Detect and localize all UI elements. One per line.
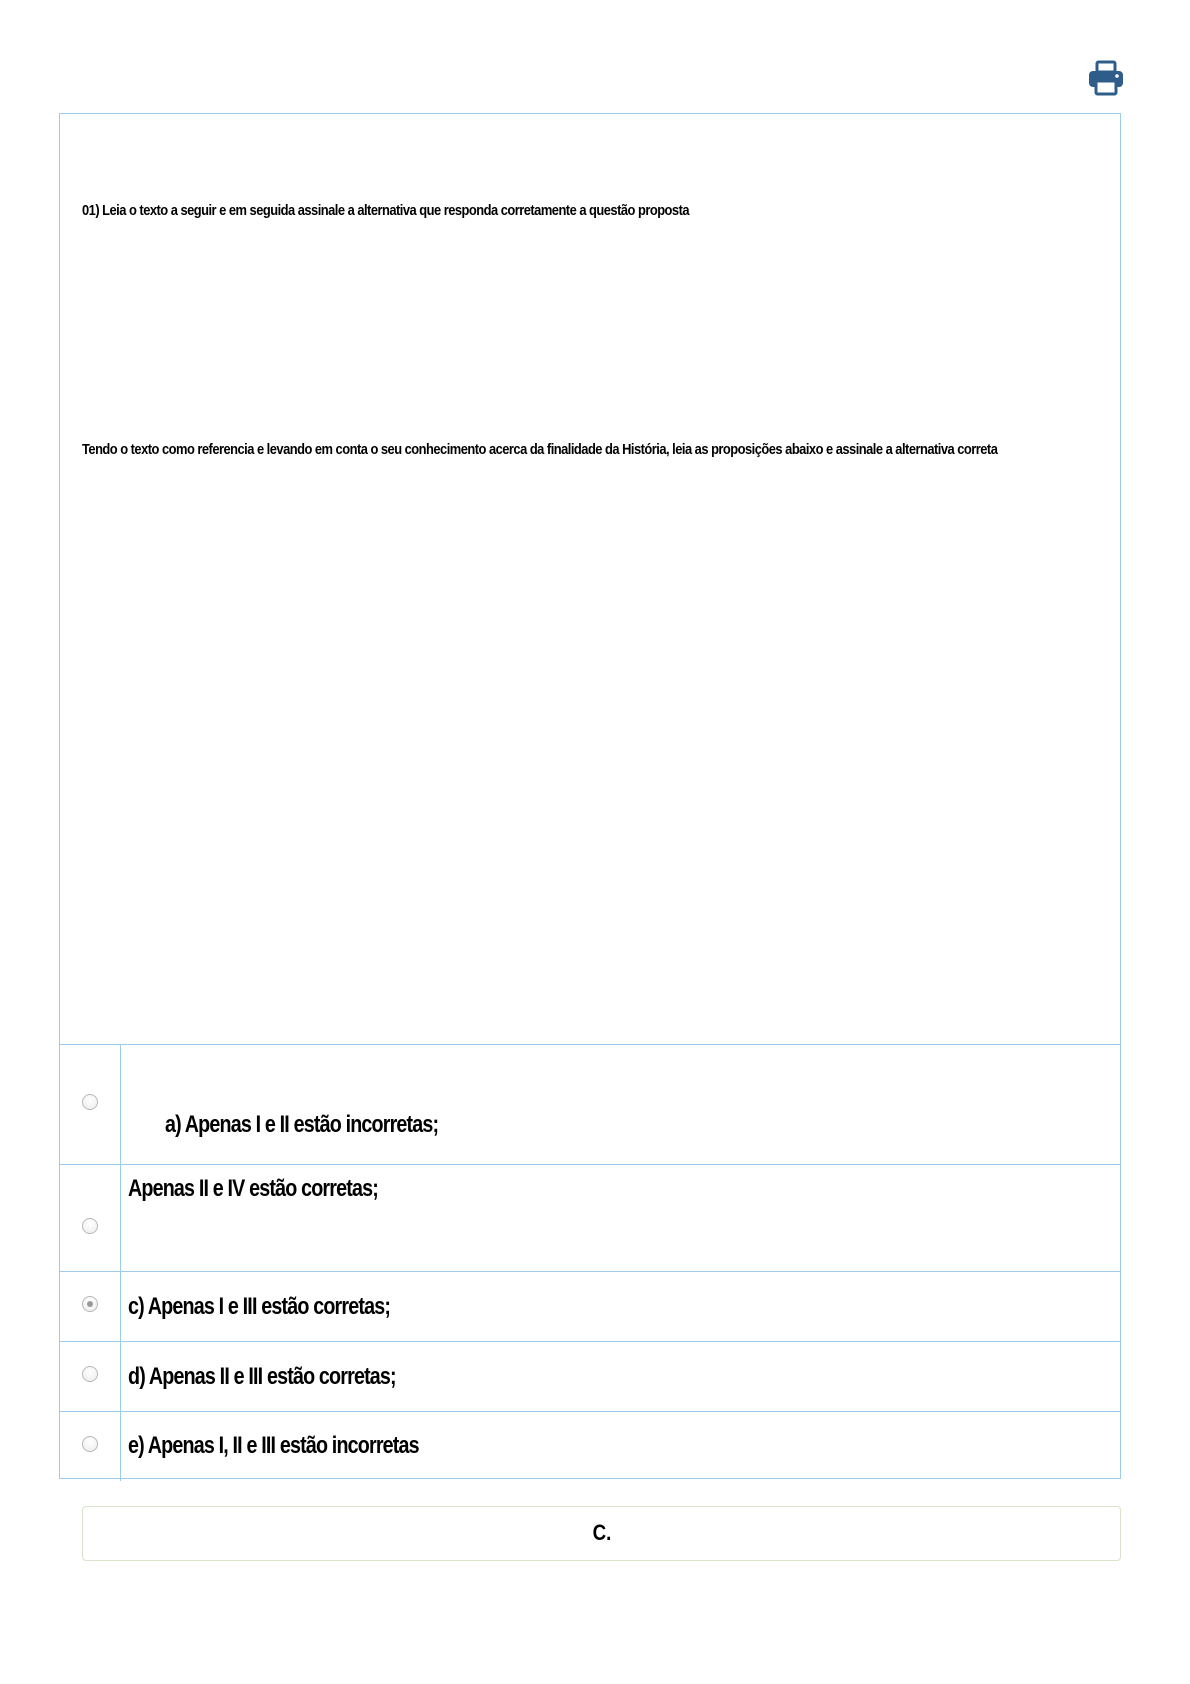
radio-option-c[interactable] [82,1296,98,1312]
question-prompt: Tendo o texto como referencia e levando em conta o seu conhecimento acerca da finalidade da História, leia as proposições abaixo e assinale a alternativa correta [82,441,998,458]
options-table [60,1044,1120,1481]
option-row-a[interactable] [60,1045,1120,1165]
question-box [59,113,1121,1479]
question-statement: 01) Leia o texto a seguir e em seguida assinale a alternativa que responda corretamente a questão proposta [82,202,690,219]
radio-option-e[interactable] [82,1436,98,1452]
option-label-c: c) Apenas I e III estão corretas; [128,1292,391,1320]
option-row-b[interactable] [60,1165,1120,1272]
radio-option-d[interactable] [82,1366,98,1382]
print-button[interactable] [1087,60,1125,96]
radio-option-b[interactable] [82,1218,98,1234]
option-label-b: Apenas II e IV estão corretas; [128,1175,378,1202]
option-label-d: d) Apenas II e III estão corretas; [128,1362,396,1390]
option-row-d[interactable] [60,1342,1120,1412]
answer-box [82,1506,1121,1561]
option-row-e[interactable] [60,1412,1120,1481]
printer-icon [1087,60,1125,96]
option-label-a: a) Apenas I e II estão incorretas; [165,1111,439,1138]
option-row-c[interactable] [60,1272,1120,1342]
radio-option-a[interactable] [82,1094,98,1110]
option-label-e: e) Apenas I, II e III estão incorretas [128,1432,419,1460]
answer-text: C. [592,1520,611,1545]
